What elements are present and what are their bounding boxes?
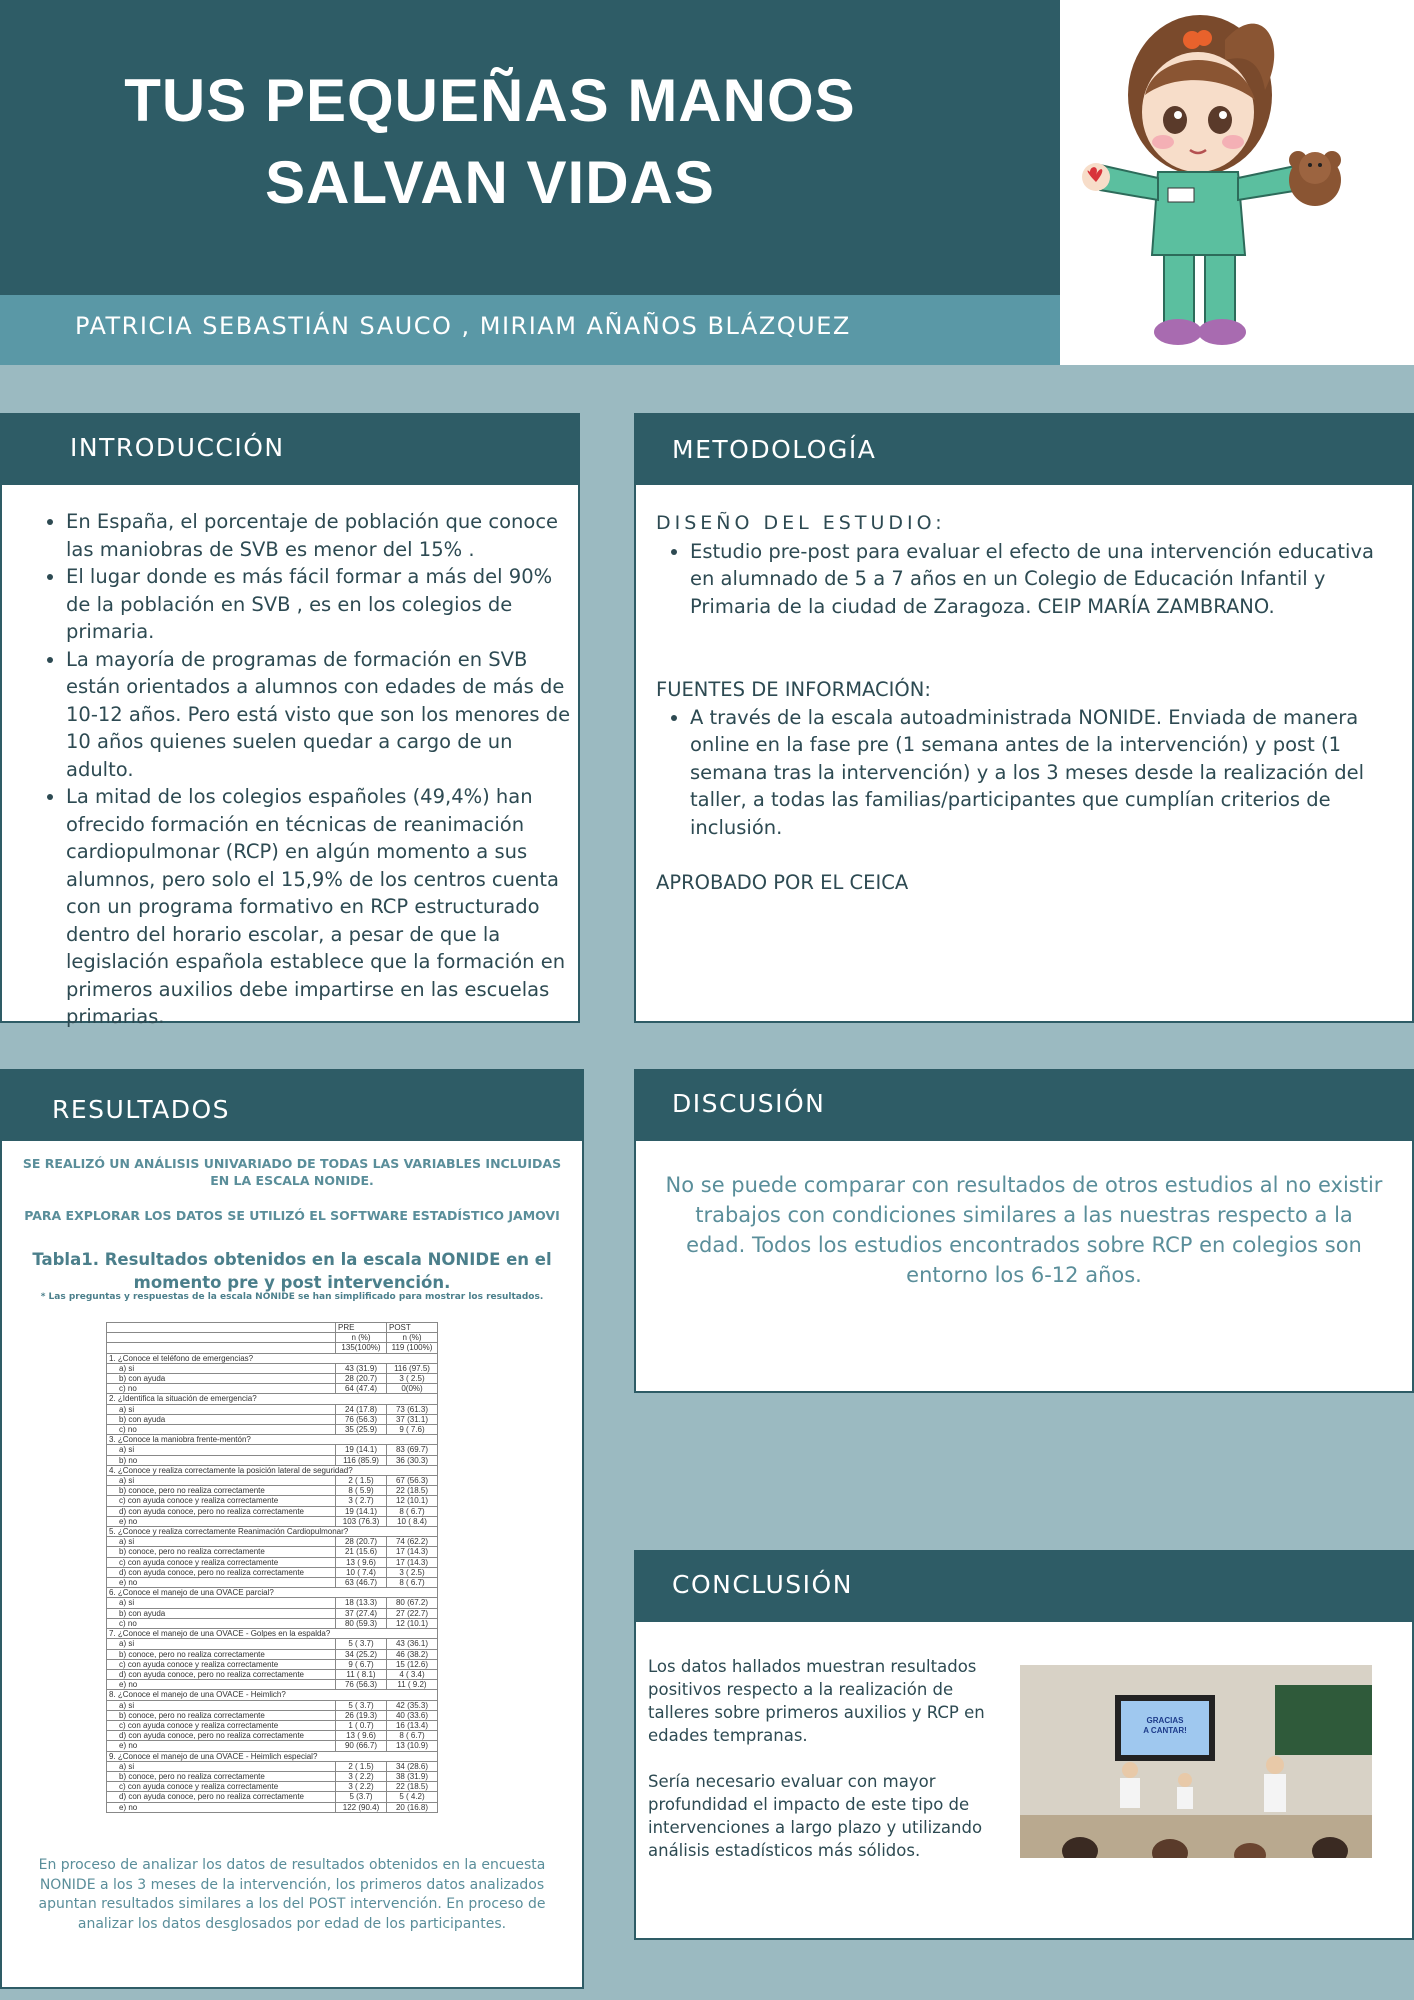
table-row — [107, 1598, 438, 1608]
table-value-post: 3 ( 2.5) — [387, 1374, 438, 1384]
table-option: e) no — [107, 1516, 336, 1526]
intro-item: • En España, el porcentaje de población que conoce las maniobras de SVB es menor del 15% . — [66, 508, 577, 563]
table-value-pre: 19 (14.1) — [336, 1506, 387, 1516]
table-value-pre: 76 (56.3) — [336, 1680, 387, 1690]
table-value-pre: 64 (47.4) — [336, 1384, 387, 1394]
table-option: c) no — [107, 1384, 336, 1394]
table-value-pre: 24 (17.8) — [336, 1404, 387, 1414]
table-option: e) no — [107, 1802, 336, 1812]
table-value-pre: 90 (66.7) — [336, 1741, 387, 1751]
nurse-girl-illustration — [1060, 0, 1414, 365]
table-option: c) no — [107, 1425, 336, 1435]
table-value-pre: 18 (13.3) — [336, 1598, 387, 1608]
classroom-photo — [1020, 1665, 1372, 1858]
col-pre: PRE — [336, 1323, 387, 1333]
table-value-post: 17 (14.3) — [387, 1557, 438, 1567]
table-option: c) con ayuda conoce y realiza correctamente — [107, 1557, 336, 1567]
table-option: e) no — [107, 1680, 336, 1690]
table-row — [107, 1731, 438, 1741]
table-row — [107, 1506, 438, 1516]
table-value-post: 43 (36.1) — [387, 1639, 438, 1649]
table-value-pre: 1 ( 0.7) — [336, 1720, 387, 1730]
table-header-row — [107, 1323, 438, 1333]
table-question-row — [107, 1527, 438, 1537]
conclusion-paragraph-2: Sería necesario evaluar con mayor profundidad el impacto de este tipo de intervenciones a largo plazo y utilizando análisis estadísticos más sólidos. — [648, 1772, 983, 1860]
resultados-heading: RESULTADOS — [52, 1095, 231, 1124]
table-row — [107, 1802, 438, 1812]
table-option: a) si — [107, 1445, 336, 1455]
table-value-pre: 116 (85.9) — [336, 1455, 387, 1465]
table-option: a) si — [107, 1476, 336, 1486]
table-option: a) si — [107, 1537, 336, 1547]
table-value-pre: 2 ( 1.5) — [336, 1761, 387, 1771]
table-value-pre: 21 (15.6) — [336, 1547, 387, 1557]
table-row — [107, 1680, 438, 1690]
table-row — [107, 1710, 438, 1720]
table-question-label: 2. ¿Identifica la situación de emergencia? — [107, 1394, 438, 1404]
table-row — [107, 1771, 438, 1781]
table-row — [107, 1639, 438, 1649]
table-value-pre: 3 ( 2.2) — [336, 1771, 387, 1781]
table-value-pre: 103 (76.3) — [336, 1516, 387, 1526]
table-value-post: 17 (14.3) — [387, 1547, 438, 1557]
results-table — [106, 1322, 438, 1813]
table-row — [107, 1659, 438, 1669]
table-question-label: 6. ¿Conoce el manejo de una OVACE parcial? — [107, 1588, 438, 1598]
table-value-pre: 122 (90.4) — [336, 1802, 387, 1812]
discusion-text: No se puede comparar con resultados de otros estudios al no existir trabajos con condiciones similares a las nuestras respecto a la edad. Todos los estudios encontrados sobre RCP en colegios son entorno los 6-12 años. — [665, 1173, 1383, 1287]
table-option: d) con ayuda conoce, pero no realiza correctamente — [107, 1731, 336, 1741]
table-value-post: 34 (28.6) — [387, 1761, 438, 1771]
table-option: c) con ayuda conoce y realiza correctamente — [107, 1782, 336, 1792]
table-option: e) no — [107, 1741, 336, 1751]
col-post: POST — [387, 1323, 438, 1333]
title-line-1: TUS PEQUEÑAS MANOS — [124, 67, 856, 134]
table-option: d) con ayuda conoce, pero no realiza correctamente — [107, 1792, 336, 1802]
resultados-note-1: SE REALIZÓ UN ANÁLISIS UNIVARIADO DE TODAS LAS VARIABLES INCLUIDAS EN LA ESCALA NONIDE. — [22, 1156, 562, 1188]
table-value-post: 16 (13.4) — [387, 1720, 438, 1730]
table-value-pre: 11 ( 8.1) — [336, 1669, 387, 1679]
conclusion-body — [648, 1655, 1008, 1862]
intro-item: • El lugar donde es más fácil formar a más del 90% de la población en SVB , es en los colegios de primaria. — [66, 563, 577, 646]
table-question-label: 3. ¿Conoce la maniobra frente-mentón? — [107, 1435, 438, 1445]
table-value-post: 0(0%) — [387, 1384, 438, 1394]
table-question-label: 8. ¿Conoce el manejo de una OVACE - Heimlich? — [107, 1690, 438, 1700]
table-value-post: 38 (31.9) — [387, 1771, 438, 1781]
table-value-pre: 3 ( 2.2) — [336, 1782, 387, 1792]
table-question-label: 9. ¿Conoce el manejo de una OVACE - Heimlich especial? — [107, 1751, 438, 1761]
table-value-pre: 34 (25.2) — [336, 1649, 387, 1659]
table-option: a) si — [107, 1404, 336, 1414]
table-question-label: 1. ¿Conoce el teléfono de emergencias? — [107, 1353, 438, 1363]
table-value-pre: 5 ( 3.7) — [336, 1700, 387, 1710]
table-option: d) con ayuda conoce, pero no realiza correctamente — [107, 1506, 336, 1516]
table-value-post: 27 (22.7) — [387, 1608, 438, 1618]
table-option: a) si — [107, 1761, 336, 1771]
total-pre: 135(100%) — [336, 1343, 387, 1353]
table-row — [107, 1761, 438, 1771]
table-row — [107, 1608, 438, 1618]
table-row — [107, 1669, 438, 1679]
table-total-row — [107, 1343, 438, 1353]
table-value-pre: 13 ( 9.6) — [336, 1557, 387, 1567]
table-option: b) con ayuda — [107, 1608, 336, 1618]
table-option: b) con ayuda — [107, 1414, 336, 1424]
table-row — [107, 1404, 438, 1414]
results-table-wrap — [106, 1322, 438, 1813]
table-value-pre: 28 (20.7) — [336, 1537, 387, 1547]
table-option: b) conoce, pero no realiza correctamente — [107, 1649, 336, 1659]
table-question-row — [107, 1690, 438, 1700]
table-row — [107, 1445, 438, 1455]
table-caption: Tabla1. Resultados obtenidos en la escala NONIDE en el momento pre y post intervención. — [32, 1250, 552, 1292]
title-line-2: SALVAN VIDAS — [265, 149, 715, 216]
table-option: c) con ayuda conoce y realiza correctamente — [107, 1496, 336, 1506]
table-option: b) conoce, pero no realiza correctamente — [107, 1547, 336, 1557]
table-row — [107, 1720, 438, 1730]
table-value-pre: 43 (31.9) — [336, 1363, 387, 1373]
table-question-label: 5. ¿Conoce y realiza correctamente Reanimación Cardiopulmonar? — [107, 1527, 438, 1537]
table-value-post: 80 (67.2) — [387, 1598, 438, 1608]
table-value-post: 8 ( 6.7) — [387, 1731, 438, 1741]
introduccion-heading-bar — [0, 413, 580, 485]
fuentes-item: • A través de la escala autoadministrada NONIDE. Enviada de manera online en la fase pre (1 semana antes de la intervención) y post (1 semana tras la intervención) y a los 3 meses desde la realización del taller, a todas las familias/participantes que cumplían criterios de inclusión. — [690, 704, 1386, 842]
table-row — [107, 1363, 438, 1373]
table-value-pre: 13 ( 9.6) — [336, 1731, 387, 1741]
table-value-post: 46 (38.2) — [387, 1649, 438, 1659]
table-value-post: 8 ( 6.7) — [387, 1506, 438, 1516]
sub-pre: n (%) — [336, 1333, 387, 1343]
table-option: b) no — [107, 1455, 336, 1465]
table-value-post: 83 (69.7) — [387, 1445, 438, 1455]
diseno-item: • Estudio pre-post para evaluar el efecto de una intervención educativa en alumnado de 5 a 7 años en un Colegio de Educación Infantil y Primaria de la ciudad de Zaragoza. CEIP MARÍA ZAMBRANO. — [690, 538, 1386, 621]
conclusion-heading: CONCLUSIÓN — [672, 1570, 853, 1599]
table-subheader-row — [107, 1333, 438, 1343]
conclusion-paragraph-1: Los datos hallados muestran resultados positivos respecto a la realización de talleres sobre primeros auxilios y RCP en edades tempranas. — [648, 1657, 985, 1745]
diseno-title: DISEÑO DEL ESTUDIO: — [656, 512, 946, 534]
table-value-post: 8 ( 6.7) — [387, 1578, 438, 1588]
table-row — [107, 1557, 438, 1567]
table-question-row — [107, 1629, 438, 1639]
aprobado-text: APROBADO POR EL CEICA — [656, 871, 909, 894]
table-value-post: 40 (33.6) — [387, 1710, 438, 1720]
table-row — [107, 1425, 438, 1435]
table-option: d) con ayuda conoce, pero no realiza correctamente — [107, 1567, 336, 1577]
total-post: 119 (100%) — [387, 1343, 438, 1353]
table-value-pre: 3 ( 2.7) — [336, 1496, 387, 1506]
table-row — [107, 1782, 438, 1792]
table-row — [107, 1649, 438, 1659]
table-option: a) si — [107, 1639, 336, 1649]
table-option: e) no — [107, 1578, 336, 1588]
poster-title — [0, 60, 980, 224]
conclusion-heading-bar — [634, 1550, 1414, 1622]
table-option: b) con ayuda — [107, 1374, 336, 1384]
table-value-pre: 63 (46.7) — [336, 1578, 387, 1588]
table-question-label: 7. ¿Conoce el manejo de una OVACE - Golpes en la espalda? — [107, 1629, 438, 1639]
table-option: b) conoce, pero no realiza correctamente — [107, 1771, 336, 1781]
table-value-post: 9 ( 7.6) — [387, 1425, 438, 1435]
table-row — [107, 1455, 438, 1465]
table-value-post: 3 ( 2.5) — [387, 1567, 438, 1577]
table-row — [107, 1618, 438, 1628]
table-value-pre: 5 ( 3.7) — [336, 1639, 387, 1649]
table-row — [107, 1547, 438, 1557]
table-value-post: 10 ( 8.4) — [387, 1516, 438, 1526]
table-option: c) con ayuda conoce y realiza correctamente — [107, 1720, 336, 1730]
mascot-area — [1060, 0, 1414, 365]
resultados-note-2: PARA EXPLORAR LOS DATOS SE UTILIZÓ EL SOFTWARE ESTADÍSTICO JAMOVI — [24, 1208, 560, 1223]
table-row — [107, 1578, 438, 1588]
table-row — [107, 1486, 438, 1496]
table-row — [107, 1384, 438, 1394]
table-row — [107, 1414, 438, 1424]
table-value-post: 116 (97.5) — [387, 1363, 438, 1373]
table-option: a) si — [107, 1363, 336, 1373]
table-value-pre: 2 ( 1.5) — [336, 1476, 387, 1486]
table-question-label: 4. ¿Conoce y realiza correctamente la posición lateral de seguridad? — [107, 1465, 438, 1475]
table-row — [107, 1567, 438, 1577]
table-value-post: 4 ( 3.4) — [387, 1669, 438, 1679]
table-value-post: 11 ( 9.2) — [387, 1680, 438, 1690]
table-value-pre: 9 ( 6.7) — [336, 1659, 387, 1669]
table-value-post: 42 (35.3) — [387, 1700, 438, 1710]
table-option: c) con ayuda conoce y realiza correctamente — [107, 1659, 336, 1669]
table-option: b) conoce, pero no realiza correctamente — [107, 1486, 336, 1496]
table-row — [107, 1700, 438, 1710]
metodologia-body — [656, 510, 1386, 897]
metodologia-heading: METODOLOGÍA — [672, 435, 877, 464]
table-value-post: 12 (10.1) — [387, 1496, 438, 1506]
table-value-pre: 35 (25.9) — [336, 1425, 387, 1435]
fuentes-title: FUENTES DE INFORMACIÓN: — [656, 678, 931, 701]
table-row — [107, 1496, 438, 1506]
table-value-post: 22 (18.5) — [387, 1782, 438, 1792]
table-value-post: 13 (10.9) — [387, 1741, 438, 1751]
table-row — [107, 1741, 438, 1751]
table-value-pre: 26 (19.3) — [336, 1710, 387, 1720]
table-row — [107, 1476, 438, 1486]
table-value-post: 20 (16.8) — [387, 1802, 438, 1812]
table-question-row — [107, 1588, 438, 1598]
table-option: a) si — [107, 1700, 336, 1710]
table-value-post: 36 (30.3) — [387, 1455, 438, 1465]
intro-item: • La mitad de los colegios españoles (49,4%) han ofrecido formación en técnicas de reanimación cardiopulmonar (RCP) en algún momento a sus alumnos, pero solo el 15,9% de los centros cuenta con un programa formativo en RCP estructurado dentro del horario escolar, a pesar de que la legislación española establece que la formación en primeros auxilios debe impartirse en las escuelas primarias. — [66, 783, 577, 1031]
table-question-row — [107, 1465, 438, 1475]
resultados-heading-bar — [0, 1069, 584, 1141]
introduccion-list — [32, 508, 577, 1031]
table-value-pre: 8 ( 5.9) — [336, 1486, 387, 1496]
table-value-post: 67 (56.3) — [387, 1476, 438, 1486]
discusion-heading-bar — [634, 1069, 1414, 1141]
table-option: d) con ayuda conoce, pero no realiza correctamente — [107, 1669, 336, 1679]
authors: PATRICIA SEBASTIÁN SAUCO , MIRIAM AÑAÑOS BLÁZQUEZ — [75, 312, 851, 340]
table-question-row — [107, 1435, 438, 1445]
table-value-pre: 28 (20.7) — [336, 1374, 387, 1384]
table-option: a) si — [107, 1598, 336, 1608]
table-value-post: 15 (12.6) — [387, 1659, 438, 1669]
table-option: c) no — [107, 1618, 336, 1628]
table-question-row — [107, 1394, 438, 1404]
table-value-post: 22 (18.5) — [387, 1486, 438, 1496]
discusion-heading: DISCUSIÓN — [672, 1089, 826, 1118]
table-option: b) conoce, pero no realiza correctamente — [107, 1710, 336, 1720]
table-row — [107, 1516, 438, 1526]
table-value-pre: 37 (27.4) — [336, 1608, 387, 1618]
sub-post: n (%) — [387, 1333, 438, 1343]
table-row — [107, 1374, 438, 1384]
introduccion-heading: INTRODUCCIÓN — [70, 433, 285, 462]
table-caption-note: * Las preguntas y respuestas de la escala NONIDE se han simplificado para mostrar los resultados. — [40, 1292, 544, 1302]
table-value-post: 12 (10.1) — [387, 1618, 438, 1628]
table-value-post: 5 ( 4.2) — [387, 1792, 438, 1802]
table-value-pre: 76 (56.3) — [336, 1414, 387, 1424]
screen-text: GRACIAS A CANTAR! — [1143, 1716, 1187, 1735]
intro-item: • La mayoría de programas de formación en SVB están orientados a alumnos con edades de más de 10-12 años. Pero está visto que son los menores de 10 años quienes suelen quedar a cargo de un adulto. — [66, 646, 577, 784]
table-question-row — [107, 1751, 438, 1761]
classroom-photo-image — [1020, 1665, 1372, 1858]
resultados-footer: En proceso de analizar los datos de resultados obtenidos en la encuesta NONIDE a los 3 meses de la intervención, los primeros datos analizados apuntan resultados similares a los del POST intervención. En proceso de analizar los datos desglosados por edad de los participantes. — [38, 1857, 546, 1932]
table-question-row — [107, 1353, 438, 1363]
table-value-post: 74 (62.2) — [387, 1537, 438, 1547]
table-value-pre: 5 (3.7) — [336, 1792, 387, 1802]
table-value-pre: 19 (14.1) — [336, 1445, 387, 1455]
metodologia-heading-bar — [634, 413, 1414, 485]
table-value-pre: 10 ( 7.4) — [336, 1567, 387, 1577]
table-value-pre: 80 (59.3) — [336, 1618, 387, 1628]
table-value-post: 73 (61.3) — [387, 1404, 438, 1414]
table-value-post: 37 (31.1) — [387, 1414, 438, 1424]
table-row — [107, 1537, 438, 1547]
table-row — [107, 1792, 438, 1802]
